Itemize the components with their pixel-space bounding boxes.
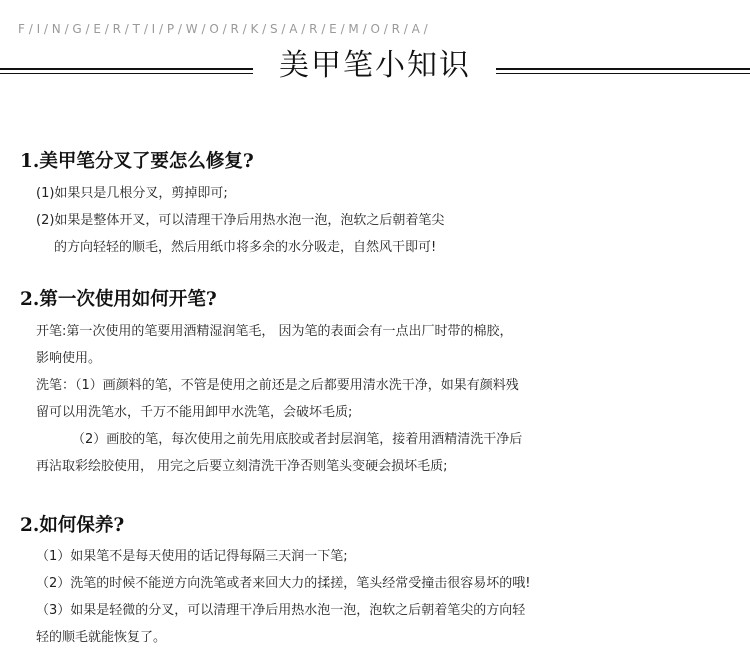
paragraph-line: (2)如果是整体开叉，可以清理干净后用热水泡一泡，泡软之后朝着笔尖 (36, 213, 445, 228)
paragraph-line: （1）如果笔不是每天使用的话记得每隔三天润一下笔; (36, 549, 348, 564)
paragraph-line: 洗笔：（1）画颜料的笔，不管是使用之前还是之后都要用清水洗干净，如果有颜料残 (36, 378, 519, 393)
page-title: 美甲笔小知识 (279, 48, 471, 83)
title-rule-left-top (0, 68, 253, 70)
title-rule-right-bottom (496, 73, 750, 74)
paragraph-line: 再沾取彩绘胶使用， 用完之后要立刻清洗干净否则笔头变硬会损坏毛质; (36, 459, 448, 474)
paragraph-line: 轻的顺毛就能恢复了。 (36, 630, 167, 645)
paragraph-line: （2）画胶的笔，每次使用之前先用底胶或者封层润笔，接着用酒精清洗干净后 (72, 432, 523, 447)
brand-spaced-text: F / I / N / G / E / R / T / I / P / W / O / R / K / S / A / R / E / M / O / R / A / (18, 22, 428, 36)
title-rule-left-bottom (0, 73, 253, 74)
paragraph-line: 留可以用洗笔水，千万不能用卸甲水洗笔，会破坏毛质; (36, 405, 353, 420)
paragraph-line: (1)如果只是几根分叉，剪掉即可; (36, 186, 228, 201)
section-heading: 2.第一次使用如何开笔? (20, 289, 217, 310)
paragraph-line: 开笔:第一次使用的笔要用酒精湿润笔毛， 因为笔的表面会有一点出厂时带的棉胶， (36, 324, 513, 339)
paragraph-line: （3）如果是轻微的分叉，可以清理干净后用热水泡一泡，泡软之后朝着笔尖的方向轻 (36, 603, 526, 618)
paragraph-line: 的方向轻轻的顺毛，然后用纸巾将多余的水分吸走，自然风干即可! (54, 240, 437, 255)
paragraph-line: （2）洗笔的时候不能逆方向洗笔或者来回大力的揉搓，笔头经常受撞击很容易坏的哦! (36, 576, 531, 591)
section-heading: 2.如何保养? (20, 515, 125, 536)
title-rule-right-top (496, 68, 750, 70)
section-heading: 1.美甲笔分叉了要怎么修复? (20, 151, 254, 172)
paragraph-line: 影响使用。 (36, 351, 102, 366)
